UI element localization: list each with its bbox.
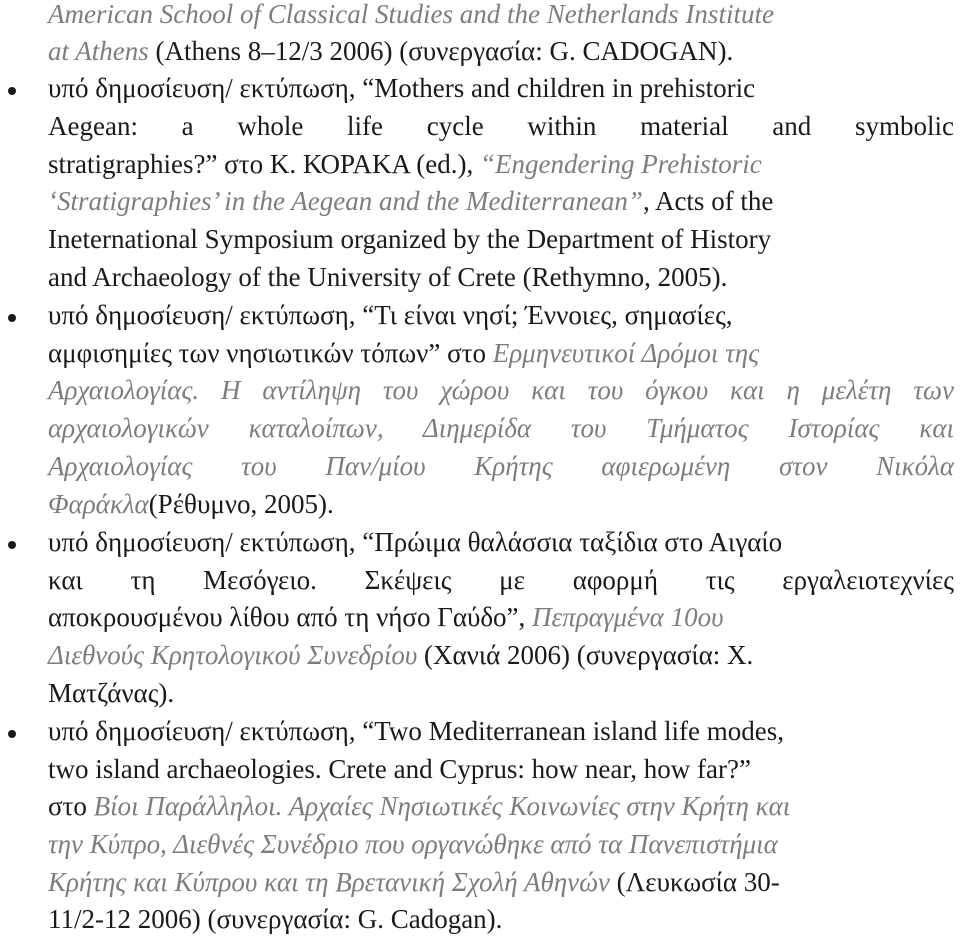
italic-text: American School of Classical Studies and the Netherlands Institute [48, 0, 774, 29]
text-line [48, 712, 954, 750]
text-line [48, 182, 954, 220]
italic-text: αρχαιολογικών καταλοίπων, Διημερίδα του Τμήματος Ιστορίας και [48, 413, 954, 443]
italic-text: Διεθνούς Κρητολογικού Συνεδρίου [48, 640, 418, 670]
italic-text: Πεπραγμένα 10ου [525, 602, 724, 632]
text-line [48, 674, 954, 712]
italic-text: Αρχαιολογίας. Η αντίληψη του χώρου και του όγκου και η μελέτη των [48, 375, 954, 405]
text-line [48, 561, 954, 599]
regular-text: (Χανιά 2006) (συνεργασία: Χ. [417, 640, 754, 670]
bullet-icon [8, 87, 16, 95]
regular-text: (Λευκωσία 30- [609, 867, 780, 897]
regular-text: υπό δημοσίευση/ εκτύπωση, “Two Mediterranean island life modes, [48, 716, 784, 746]
regular-text: αμφισημίες των νησιωτικών τόπων” στο [48, 338, 486, 368]
text-line [48, 900, 954, 938]
bullet-icon [8, 314, 16, 322]
regular-text: Ineternational Symposium organized by the Department of History [48, 224, 772, 254]
text-line [48, 145, 954, 183]
text-line [48, 296, 954, 334]
text-line [48, 220, 954, 258]
regular-text: Ματζάνας). [48, 678, 175, 708]
text-line [48, 750, 954, 788]
bullet-icon [8, 541, 16, 549]
text-line [48, 825, 954, 863]
italic-text: Κρήτης και Κύπρου και τη Βρετανική Σχολή Αθηνών [48, 867, 610, 897]
italic-text: ‘Stratigraphies’ in the Aegean and the Mediterranean” [48, 186, 643, 216]
regular-text: στο [48, 791, 87, 821]
text-line [48, 334, 954, 372]
italic-text: Ερμηνευτικοί Δρόμοι της [485, 338, 760, 368]
regular-text: Aegean: a whole life cycle within material and symbolic [48, 111, 954, 141]
text-line [48, 523, 954, 561]
regular-text: and Archaeology of the University of Crete (Rethymno, 2005). [48, 262, 728, 292]
italic-text: Φαράκλα [48, 489, 149, 519]
text-line [48, 258, 954, 296]
italic-text: Αρχαιολογίας του Παν/μίου Κρήτης αφιερωμένη στον Νικόλα [48, 451, 954, 481]
regular-text: αποκρουσμένου λίθου από τη νήσο Γαύδο”, [48, 602, 526, 632]
regular-text: , Acts of the [642, 186, 774, 216]
regular-text: two island archaeologies. Crete and Cyprus: how near, how far?” [48, 754, 751, 784]
regular-text: υπό δημοσίευση/ εκτύπωση, “Mothers and children in prehistoric [48, 73, 756, 103]
text-line [48, 447, 954, 485]
regular-text: stratigraphies?” στο Κ. ΚΟΡΑΚΑ (ed.), [48, 149, 474, 179]
regular-text: (Ρέθυμνο, 2005). [148, 489, 334, 519]
regular-text: υπό δημοσίευση/ εκτύπωση, “Τι είναι νησί; Έννοιες, σημασίες, [48, 300, 733, 330]
text-line [48, 69, 954, 107]
bullet-icon [8, 730, 16, 738]
text-line [48, 0, 954, 33]
italic-text: “Engendering Prehistoric [473, 149, 762, 179]
italic-text: at Athens [48, 36, 149, 66]
text-line [48, 32, 954, 70]
text-line [48, 787, 954, 825]
text-line [48, 107, 954, 145]
regular-text: (Athens 8–12/3 2006) (συνεργασία: G. CADOGAN). [148, 36, 734, 66]
italic-text: την Κύπρο, Διεθνές Συνέδριο που οργανώθηκε από τα Πανεπιστήμια [48, 829, 778, 859]
italic-text: Βίοι Παράλληλοι. Αρχαίες Νησιωτικές Κοινωνίες στην Κρήτη και [86, 791, 791, 821]
text-line [48, 409, 954, 447]
text-line [48, 485, 954, 523]
text-line [48, 863, 954, 901]
text-line [48, 636, 954, 674]
text-line [48, 598, 954, 636]
text-line [48, 371, 954, 409]
regular-text: και τη Μεσόγειο. Σκέψεις με αφορμή τις εργαλειοτεχνίες [48, 565, 954, 595]
regular-text: 11/2-12 2006) (συνεργασία: G. Cadogan). [48, 904, 503, 934]
regular-text: υπό δημοσίευση/ εκτύπωση, “Πρώιμα θαλάσσια ταξίδια στο Αιγαίο [48, 527, 783, 557]
